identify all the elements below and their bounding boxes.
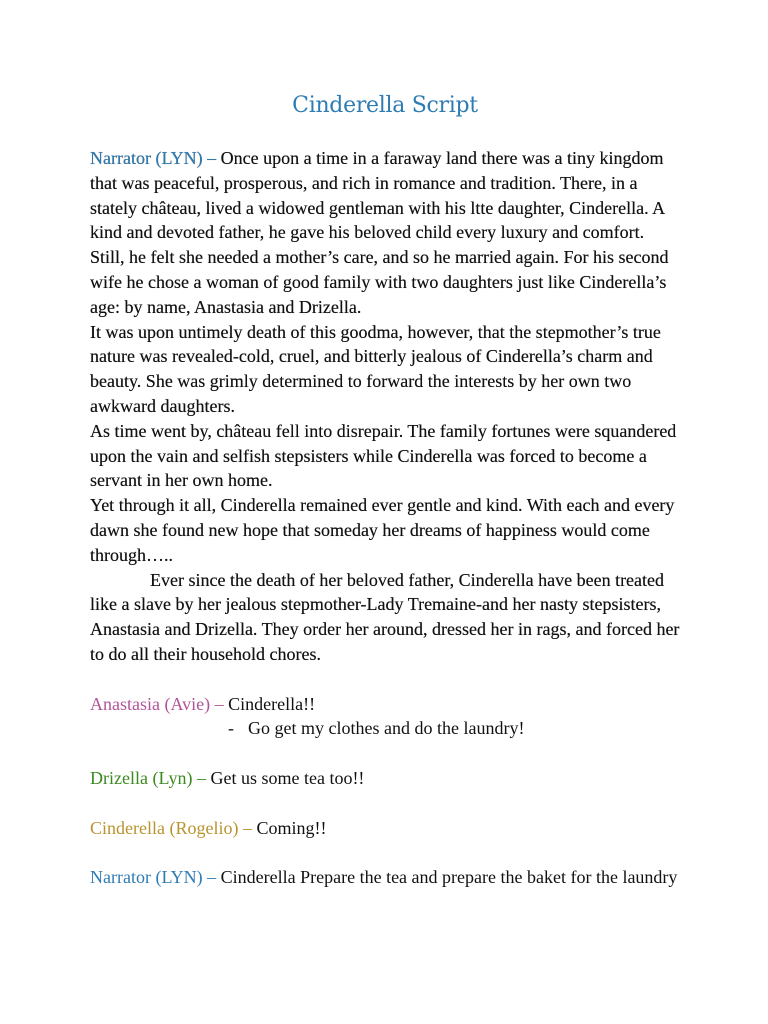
dialogue-text: Cinderella Prepare the tea and prepare the baket for the laundry	[220, 867, 678, 888]
dialogue-text: Coming!!	[256, 817, 327, 838]
intro-paragraph-4: Yet through it all, Cinderella remained ever gentle and kind. With each and every dawn she found new hope that someday her dreams of happiness would come through…..	[90, 495, 675, 565]
dialogue-line-drizella	[90, 766, 680, 791]
narrator-intro-paragraph	[90, 146, 680, 320]
dialogue-text: Get us some tea too!!	[210, 767, 365, 788]
intro-paragraph-2: It was upon untimely death of this goodma, however, that the stepmother’s true nature was revealed-cold, cruel, and bitterly jealous of Cinderella’s charm and beauty. She was grimly determined to forward the interests by her own two awkward daughters.	[90, 321, 661, 416]
spacer	[90, 741, 680, 766]
speaker-drizella: Drizella (Lyn) –	[90, 767, 206, 788]
dialogue-line-narrator	[90, 865, 680, 890]
speaker-anastasia: Anastasia (Avie) –	[90, 693, 224, 714]
intro-paragraph-5: Ever since the death of her beloved father, Cinderella have been treated like a slave by her jealous stepmother-Lady Tremaine-and her nasty stepsisters, Anastasia and Drizella. They order her around, dressed her in rags, and forced her to do all their household chores.	[90, 569, 680, 664]
spacer	[90, 840, 680, 865]
dialogue-line-cinderella	[90, 816, 680, 841]
dialogue-line-anastasia	[90, 692, 680, 717]
page-title: Cinderella Script	[292, 93, 478, 118]
speaker-narrator: Narrator (LYN) –	[90, 867, 217, 888]
spacer	[90, 791, 680, 816]
spacer	[90, 667, 680, 692]
speaker-cinderella: Cinderella (Rogelio) –	[90, 817, 252, 838]
intro-paragraph-3: As time went by, château fell into disrepair. The family fortunes were squandered upon the vain and selfish stepsisters while Cinderella was forced to become a servant in her own home.	[90, 420, 677, 491]
intro-text-1: Once upon a time in a faraway land there was a tiny kingdom that was peaceful, prosperous, and rich in romance and tradition. There, in a stately château, lived a widowed gentleman with his ltte daughter, Cinderella. A kind and devoted father, he gave his beloved child every luxury and comfort. Still, he felt she needed a mother’s care, and so he married again. For his second wife he chose a woman of good family with two daughters just like Cinderella’s age: by name, Anastasia and Drizella.	[90, 148, 669, 317]
dialogue-text: Go get my clothes and do the laundry!	[248, 718, 525, 739]
dialogue-continuation	[90, 716, 680, 741]
dialogue-text: Cinderella!!	[228, 693, 316, 714]
dash-bullet: -	[228, 718, 234, 739]
speaker-narrator: Narrator (LYN) –	[90, 148, 217, 168]
